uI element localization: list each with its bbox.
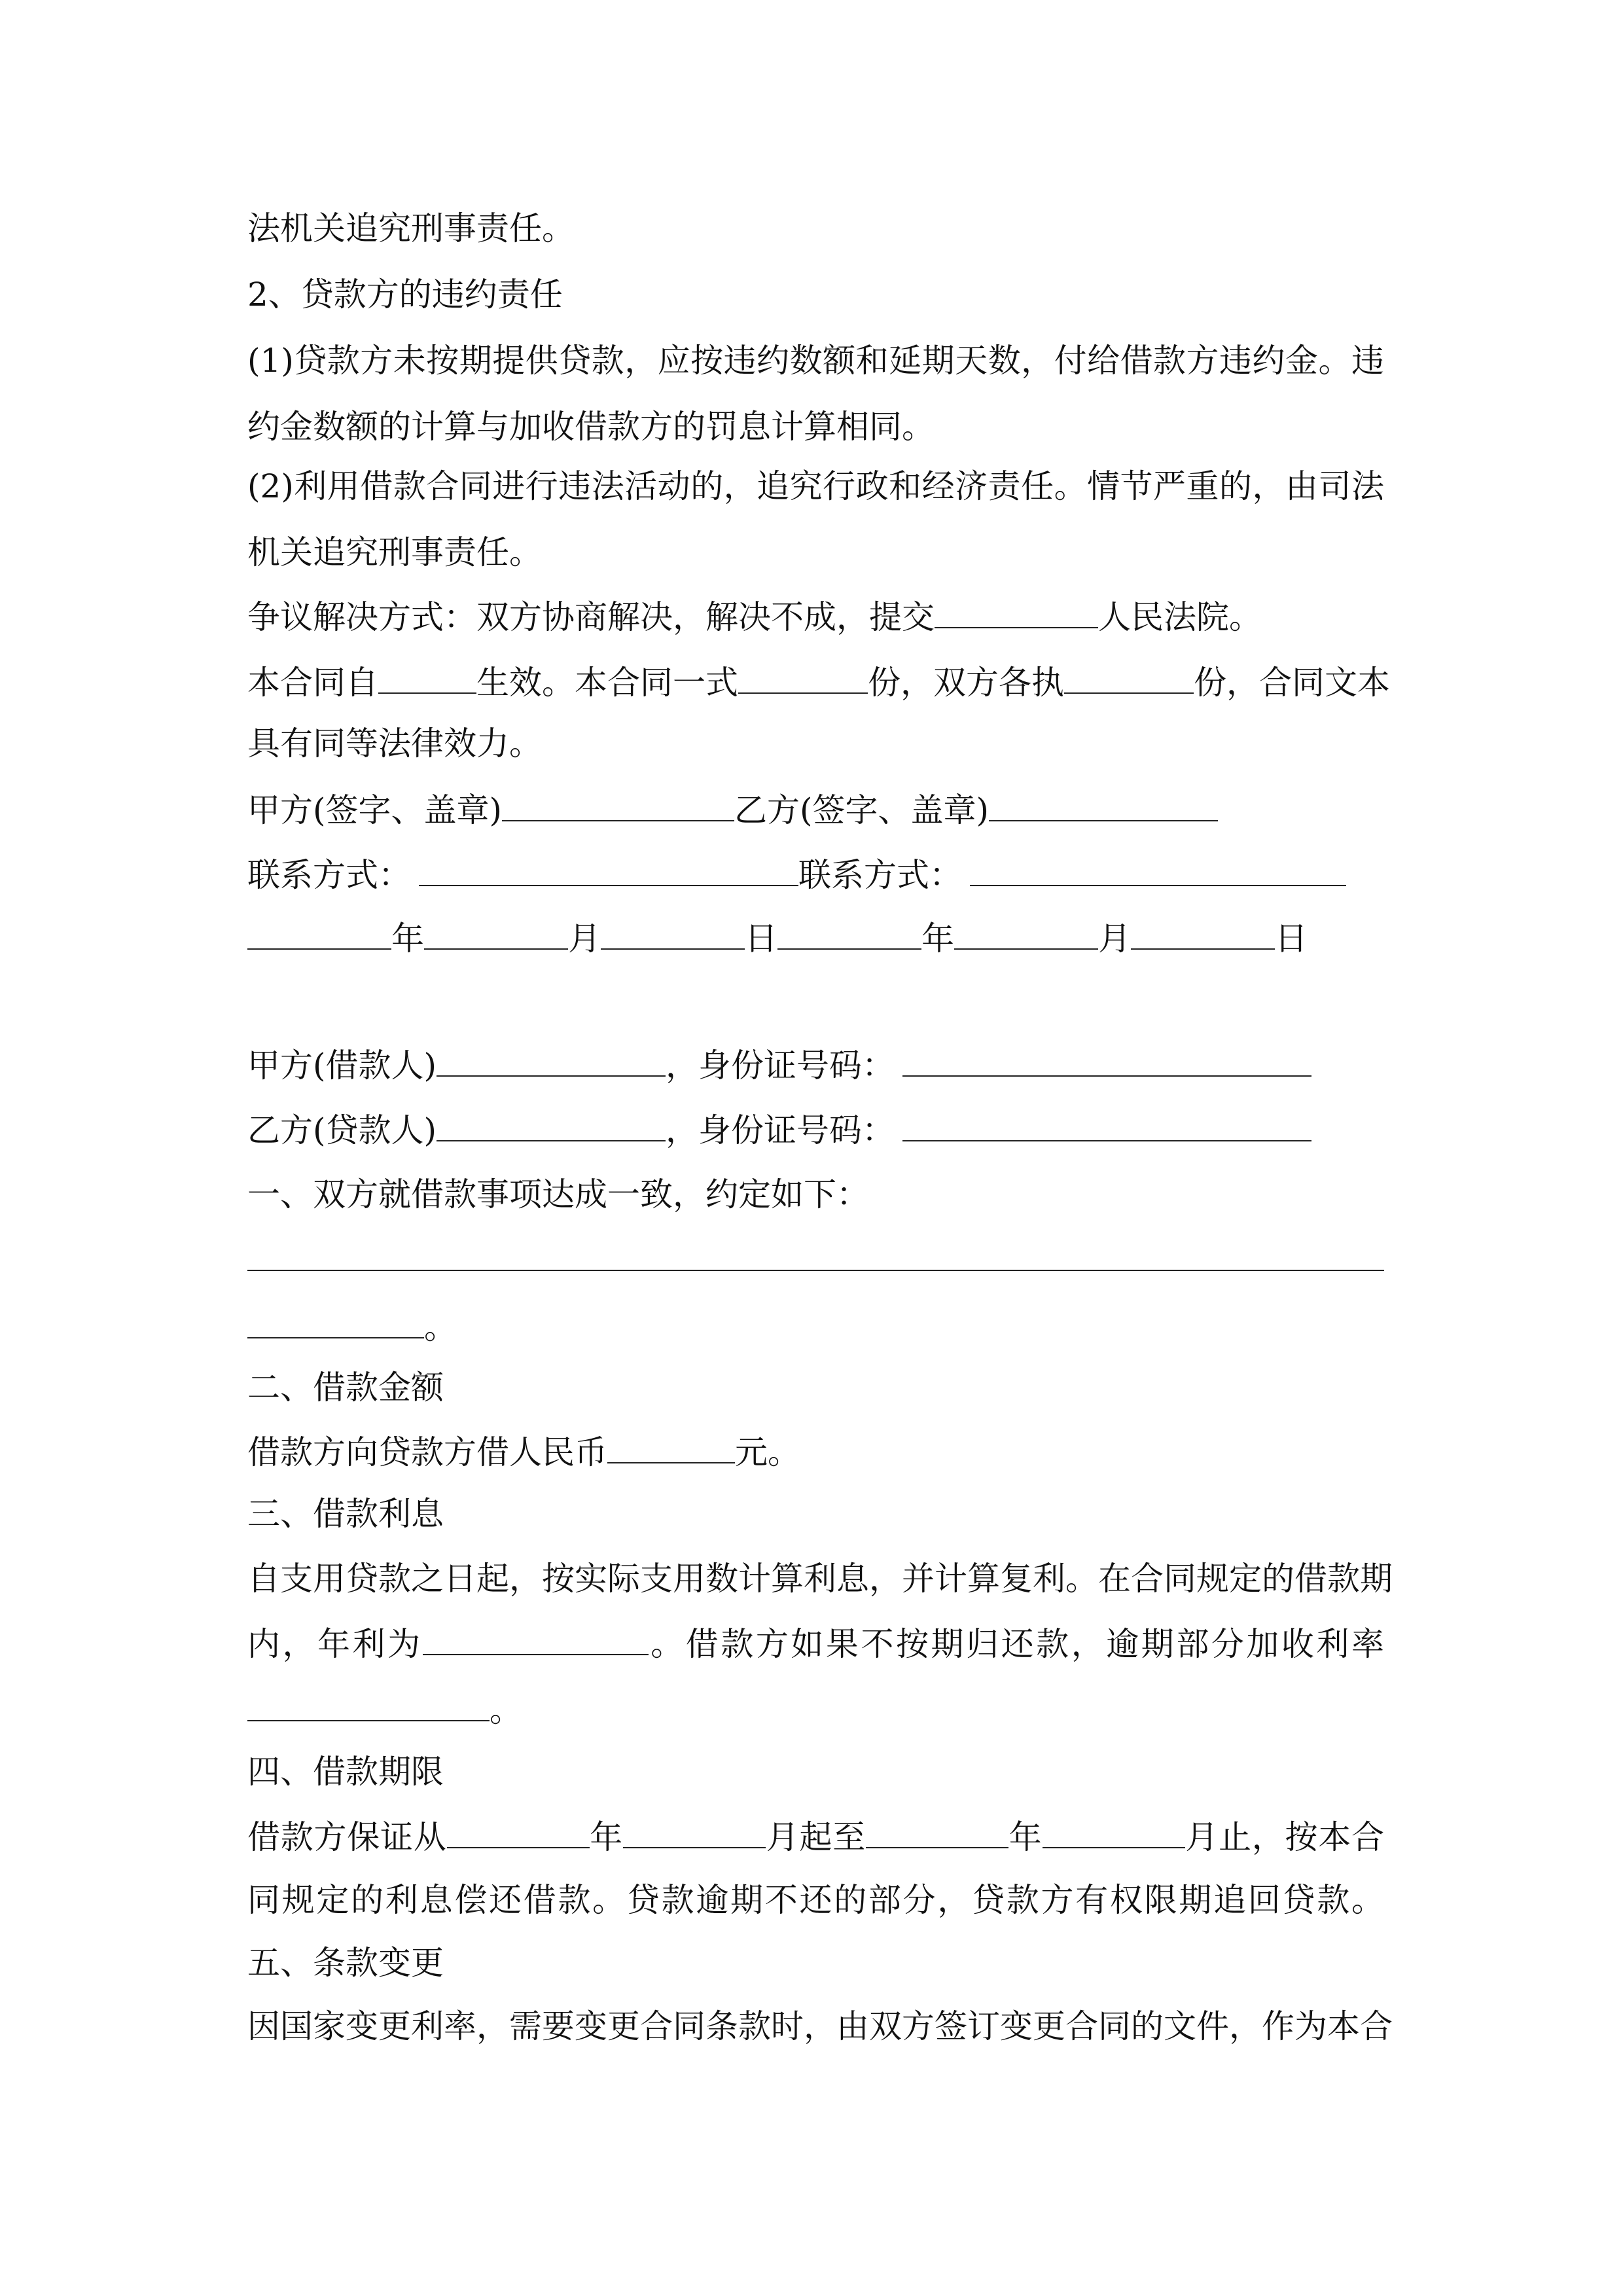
- section-heading: 2、贷款方的违约责任: [247, 276, 563, 314]
- party-b-sign-label: 乙方(签字、盖章): [734, 791, 990, 829]
- text: 份，双方各执: [868, 664, 1064, 702]
- text: 本合同自: [247, 664, 378, 702]
- month-blank[interactable]: [954, 916, 1098, 950]
- borrower-name-blank[interactable]: [437, 1043, 666, 1077]
- amount-line: [247, 1429, 800, 1471]
- dispute-clause: [247, 594, 1262, 636]
- end-month-blank[interactable]: [1043, 1814, 1185, 1848]
- section-heading: 二、借款金额: [247, 1369, 444, 1407]
- agreement-blank-line[interactable]: [247, 1270, 1384, 1271]
- paragraph: (2)利用借款合同进行违法活动的，追究行政和经济责任。情节严重的，由司法: [247, 467, 1384, 505]
- text: 年: [921, 920, 954, 958]
- text: 月起至: [766, 1818, 866, 1856]
- contact-label: 联系方式：: [247, 856, 411, 894]
- effective-date-blank[interactable]: [378, 660, 476, 694]
- text: 争议解决方式：双方协商解决，解决不成，提交: [247, 598, 935, 636]
- text: 份，合同文本: [1194, 664, 1390, 702]
- paragraph: 自支用贷款之日起，按实际支用数计算利息，并计算复利。在合同规定的借款期: [247, 1560, 1393, 1598]
- paragraph: 具有同等法律效力。: [247, 725, 542, 762]
- copies-each-blank[interactable]: [1064, 660, 1194, 694]
- lender-name-blank[interactable]: [437, 1107, 666, 1141]
- penalty-rate-blank[interactable]: [247, 1687, 490, 1721]
- text: 乙方(贷款人): [247, 1111, 437, 1149]
- contact-label: 联系方式：: [798, 856, 962, 894]
- text: 借款方保证从: [247, 1818, 447, 1856]
- text: 年: [391, 920, 424, 958]
- end-year-blank[interactable]: [866, 1814, 1008, 1848]
- text: 借款方向贷款方借人民币: [247, 1433, 607, 1471]
- annual-rate-blank[interactable]: [423, 1621, 649, 1655]
- text: 内，年利为: [247, 1625, 423, 1663]
- section-heading: 五、条款变更: [247, 1944, 444, 1982]
- paragraph: (1)贷款方未按期提供贷款，应按违约数额和延期天数，付给借款方违约金。违: [247, 342, 1384, 380]
- contact-line: [247, 852, 1346, 894]
- day-blank[interactable]: [601, 916, 745, 950]
- section-heading: 一、双方就借款事项达成一致，约定如下：: [247, 1175, 869, 1213]
- year-blank[interactable]: [777, 916, 921, 950]
- lender-id-blank[interactable]: [902, 1107, 1311, 1141]
- text: 月: [1098, 920, 1131, 958]
- penalty-rate-line: [247, 1687, 522, 1729]
- text: 年: [1008, 1818, 1043, 1856]
- signature-line: [247, 787, 1218, 829]
- copies-blank[interactable]: [738, 660, 868, 694]
- text: 甲方(借款人): [247, 1047, 437, 1085]
- lender-line: [247, 1107, 1311, 1149]
- paragraph: 约金数额的计算与加收借款方的罚息计算相同。: [247, 408, 935, 446]
- month-blank[interactable]: [424, 916, 568, 950]
- text: 人民法院。: [1098, 598, 1262, 636]
- text: 日: [1275, 920, 1308, 958]
- agreement-end: [247, 1304, 457, 1346]
- text: 。借款方如果不按期归还款，逾期部分加收利率: [648, 1625, 1385, 1663]
- date-line: [247, 916, 1308, 958]
- party-b-sign-blank[interactable]: [989, 787, 1218, 821]
- amount-blank[interactable]: [607, 1429, 735, 1463]
- party-a-sign-blank[interactable]: [502, 787, 734, 821]
- borrower-line: [247, 1043, 1311, 1085]
- agreement-blank[interactable]: [247, 1304, 424, 1338]
- text: 年: [589, 1818, 623, 1856]
- year-blank[interactable]: [247, 916, 391, 950]
- text: ，身份证号码：: [666, 1047, 895, 1085]
- text: 。: [424, 1308, 457, 1346]
- text: 月止，按本合: [1185, 1818, 1384, 1856]
- text: 生效。本合同一式: [476, 664, 738, 702]
- party-a-sign-label: 甲方(签字、盖章): [247, 791, 503, 829]
- effect-clause: [247, 660, 1390, 702]
- paragraph: 机关追究刑事责任。: [247, 533, 542, 571]
- paragraph: 法机关追究刑事责任。: [247, 209, 575, 247]
- term-line: [247, 1814, 1384, 1856]
- text: 日: [745, 920, 777, 958]
- text: 。: [490, 1691, 522, 1729]
- text: 月: [568, 920, 601, 958]
- text: 元。: [735, 1433, 800, 1471]
- day-blank[interactable]: [1131, 916, 1275, 950]
- court-blank[interactable]: [935, 594, 1098, 628]
- start-month-blank[interactable]: [623, 1814, 766, 1848]
- paragraph: 同规定的利息偿还借款。贷款逾期不还的部分，贷款方有权限期追回贷款。: [247, 1881, 1384, 1919]
- party-b-contact-blank[interactable]: [970, 852, 1346, 886]
- borrower-id-blank[interactable]: [902, 1043, 1311, 1077]
- section-heading: 三、借款利息: [247, 1495, 444, 1533]
- paragraph: 因国家变更利率，需要变更合同条款时，由双方签订变更合同的文件，作为本合: [247, 2007, 1393, 2045]
- section-heading: 四、借款期限: [247, 1753, 444, 1791]
- interest-line: [247, 1621, 1384, 1663]
- start-year-blank[interactable]: [447, 1814, 590, 1848]
- text: ，身份证号码：: [666, 1111, 895, 1149]
- party-a-contact-blank[interactable]: [419, 852, 798, 886]
